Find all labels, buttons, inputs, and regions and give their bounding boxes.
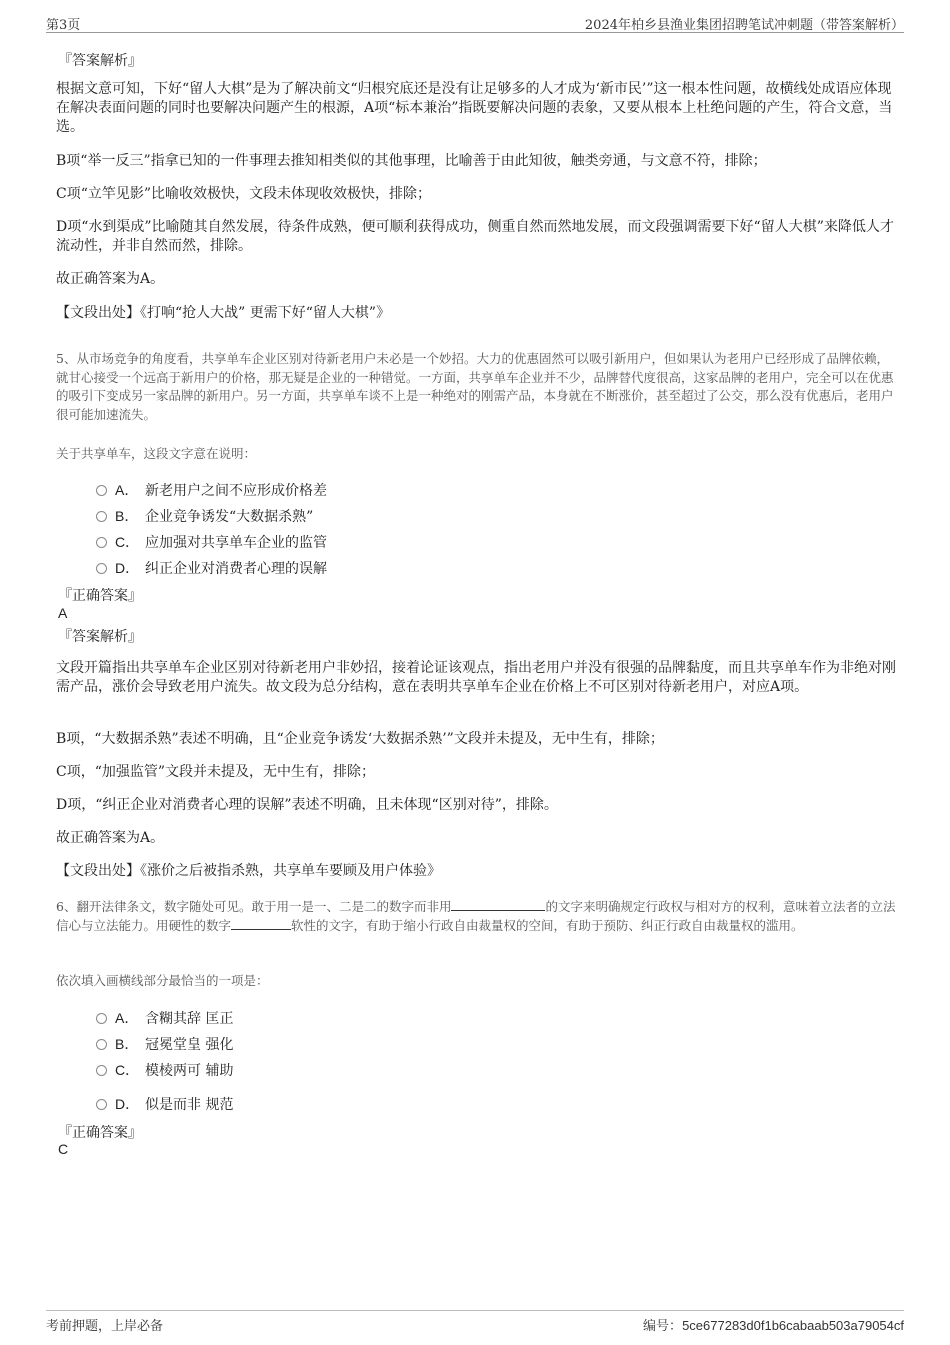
q5-answer-label: 『正确答案』	[58, 588, 142, 604]
q5-conclusion: 故正确答案为A。	[56, 830, 165, 846]
page-number: 第3页	[46, 18, 81, 33]
q4-analysis-paragraph: B项“举一反三”指拿已知的一件事理去推知相类似的其他事理，比喻善于由此知彼，触类旁通，与文意不符，排除；	[56, 153, 767, 169]
radio-icon[interactable]	[96, 1039, 107, 1050]
document-code: 编号：5ce677283d0f1b6cabaab503a79054cf	[643, 1318, 904, 1334]
radio-icon[interactable]	[96, 485, 107, 496]
q4-conclusion: 故正确答案为A。	[56, 271, 165, 287]
q6-option-b[interactable]: B． 冠冕堂皇 强化	[96, 1034, 233, 1054]
document-title: 2024年柏乡县渔业集团招聘笔试冲刺题（带答案解析）	[584, 18, 904, 33]
q5-analysis-paragraph: 文段开篇指出共享单车企业区别对待新老用户非妙招，接着论证该观点，指出老用户并没有很强的品牌黏度，而且共享单车作为非绝对刚需产品，涨价会导致老用户流失。故文段为总分结构，意在表明共享单车企业在价格上不可区别对待新老用户，对应A项。	[56, 660, 896, 695]
q5-answer: A	[58, 605, 68, 621]
q5-source: 【文段出处】《涨价之后被指杀熟，共享单车要顾及用户体验》	[56, 863, 441, 879]
q6-question: 依次填入画横线部分最恰当的一项是：	[56, 973, 269, 988]
q5-question: 关于共享单车，这段文字意在说明：	[56, 446, 257, 461]
radio-icon[interactable]	[96, 511, 107, 522]
q4-analysis-paragraph: C项“立竿见影”比喻收效极快，文段未体现收效极快，排除；	[56, 186, 432, 202]
q5-option-d[interactable]: D． 纠正企业对消费者心理的误解	[96, 558, 327, 578]
q5-option-c[interactable]: C． 应加强对共享单车企业的监管	[96, 532, 327, 552]
radio-icon[interactable]	[96, 1013, 107, 1024]
page-header	[46, 14, 904, 33]
blank-2	[231, 917, 291, 930]
q5-option-b[interactable]: B． 企业竞争诱发“大数据杀熟”	[96, 506, 313, 526]
footer-slogan: 考前押题，上岸必备	[46, 1319, 164, 1334]
q5-analysis-paragraph: D项，“纠正企业对消费者心理的误解”表述不明确，且未体现“区别对待”，排除。	[56, 797, 558, 813]
blank-1	[451, 898, 545, 911]
radio-icon[interactable]	[96, 1099, 107, 1110]
q5-analysis-label: 『答案解析』	[58, 629, 142, 645]
q5-analysis-paragraph: C项，“加强监管”文段并未提及，无中生有，排除；	[56, 764, 376, 780]
q6-stem: 6、翻开法律条文，数字随处可见。敢于用一是一、二是二的数字而非用 的文字来明确规定行政权与相对方的权利，意味着立法者的立法信心与立法能力。用硬性的数字 软性的文字，有助于缩小行政自由裁量权的空间，有助于预防、纠正行政自由裁量权的滥用。	[56, 899, 896, 933]
page-footer	[46, 1310, 904, 1334]
q4-analysis-paragraph: 根据文意可知，下好“留人大棋”是为了解决前文“归根究底还是没有让足够多的人才成为‘新市民’”这一根本性问题，故横线处成语应体现在解决表面问题的同时也要解决问题产生的根源，A项“标本兼治”指既要解决问题的表象，又要从根本上杜绝问题的产生，符合文意，当选。	[56, 81, 893, 135]
q4-source: 【文段出处】《打响“抢人大战” 更需下好“留人大棋”》	[56, 305, 391, 321]
q6-answer: C	[58, 1141, 69, 1157]
q6-option-a[interactable]: A． 含糊其辞 匡正	[96, 1008, 233, 1028]
radio-icon[interactable]	[96, 563, 107, 574]
q5-analysis-paragraph: B项，“大数据杀熟”表述不明确，且“企业竞争诱发‘大数据杀熟’”文段并未提及，无中生有，排除；	[56, 731, 664, 747]
q6-option-d[interactable]: D． 似是而非 规范	[96, 1094, 233, 1114]
q6-answer-label: 『正确答案』	[58, 1125, 142, 1141]
q6-option-c[interactable]: C． 模棱两可 辅助	[96, 1060, 233, 1080]
q5-option-a[interactable]: A． 新老用户之间不应形成价格差	[96, 480, 327, 500]
q5-stem: 5、从市场竞争的角度看，共享单车企业区别对待新老用户未必是一个妙招。大力的优惠固然可以吸引新用户，但如果认为老用户已经形成了品牌依赖，就甘心接受一个远高于新用户的价格，那无疑是企业的一种错觉。一方面，共享单车企业并不少，品牌替代度很高，这家品牌的老用户，完全可以在优惠的吸引下变成另一家品牌的新用户。另一方面，共享单车谈不上是一种绝对的刚需产品，本身就在不断涨价，甚至超过了公交，那么没有优惠后，老用户很可能加速流失。	[56, 351, 894, 422]
radio-icon[interactable]	[96, 537, 107, 548]
q4-analysis-label: 『答案解析』	[58, 53, 142, 69]
q4-analysis-paragraph: D项“水到渠成”比喻随其自然发展，待条件成熟，便可顺利获得成功，侧重自然而然地发展，而文段强调需要下好“留人大棋”来降低人才流动性，并非自然而然，排除。	[56, 219, 894, 254]
radio-icon[interactable]	[96, 1065, 107, 1076]
